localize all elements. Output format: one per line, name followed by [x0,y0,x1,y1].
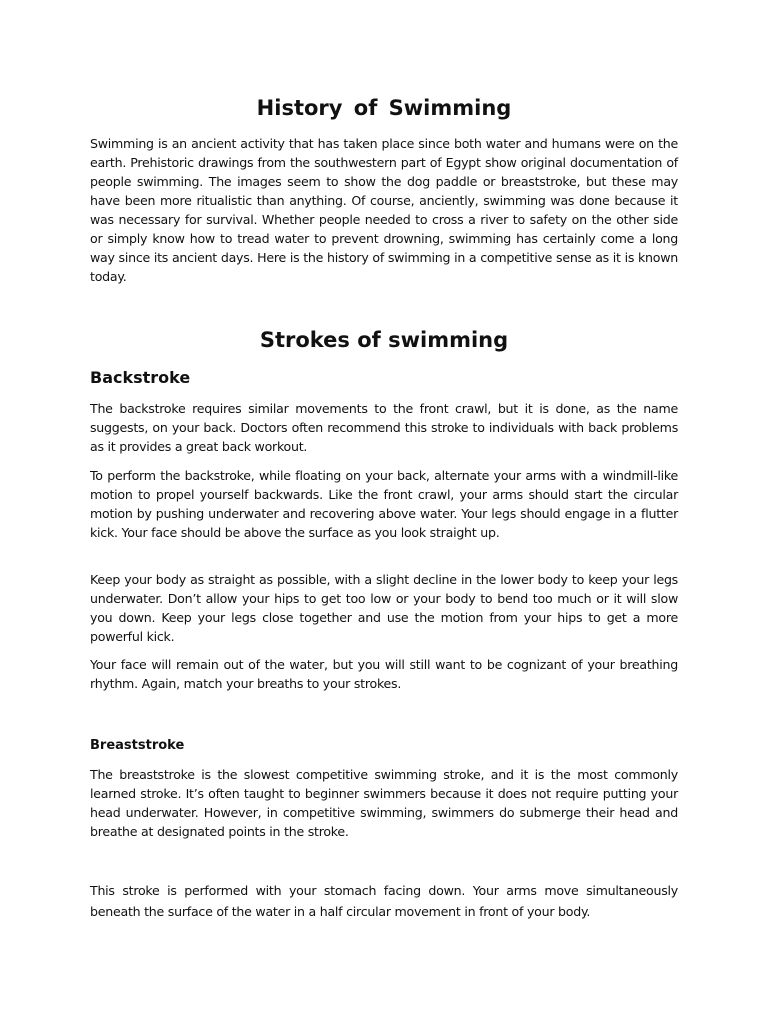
backstroke-paragraph-1: The backstroke requires similar movements to the front crawl, but it is done, as the name suggests, on your back. Doctors often recommend this stroke to individuals with back problems as it provides a great back workout. [90,401,678,454]
section-title: Strokes of swimming [259,328,509,352]
backstroke-paragraph-2: To perform the backstroke, while floating on your back, alternate your arms with a windmill-like motion to propel yourself backwards. Like the front crawl, your arms should start the circular motion by pushing underwater and recovering above water. Your legs should engage in a flutter kick. Your face should be above the surface as you look straight up. [90,468,678,540]
document-title: History of Swimming [256,96,512,120]
breaststroke-paragraph-2: This stroke is performed with your stomach facing down. Your arms move simultaneously beneath the surface of the water in a half circular movement in front of your body. [90,883,678,919]
intro-paragraph: Swimming is an ancient activity that has taken place since both water and humans were on the earth. Prehistoric drawings from the southwestern part of Egypt show original documentation of people swimming. The images seem to show the dog paddle or breaststroke, but these may have been more ritualistic than anything. Of course, anciently, swimming was done because it was necessary for survival. Whether people needed to cross a river to safety on the other side or simply know how to tread water to prevent drowning, swimming has certainly come a long way since its ancient days. Here is the history of swimming in a competitive sense as it is known today. [90,136,678,284]
backstroke-paragraph-4: Your face will remain out of the water, but you will still want to be cognizant of your breathing rhythm. Again, match your breaths to your strokes. [90,657,678,691]
breaststroke-heading: Breaststroke [90,738,185,753]
backstroke-heading: Backstroke [90,368,191,387]
breaststroke-paragraph-1: The breaststroke is the slowest competitive swimming stroke, and it is the most commonly learned stroke. It’s often taught to beginner swimmers because it does not require putting your head underwater. However, in competitive swimming, swimmers do submerge their head and breathe at designated points in the stroke. [90,767,678,839]
backstroke-paragraph-3: Keep your body as straight as possible, with a slight decline in the lower body to keep your legs underwater. Don’t allow your hips to get too low or your body to bend too much or it will slow you down. Keep your legs close together and use the motion from your hips to get a more powerful kick. [90,572,678,644]
